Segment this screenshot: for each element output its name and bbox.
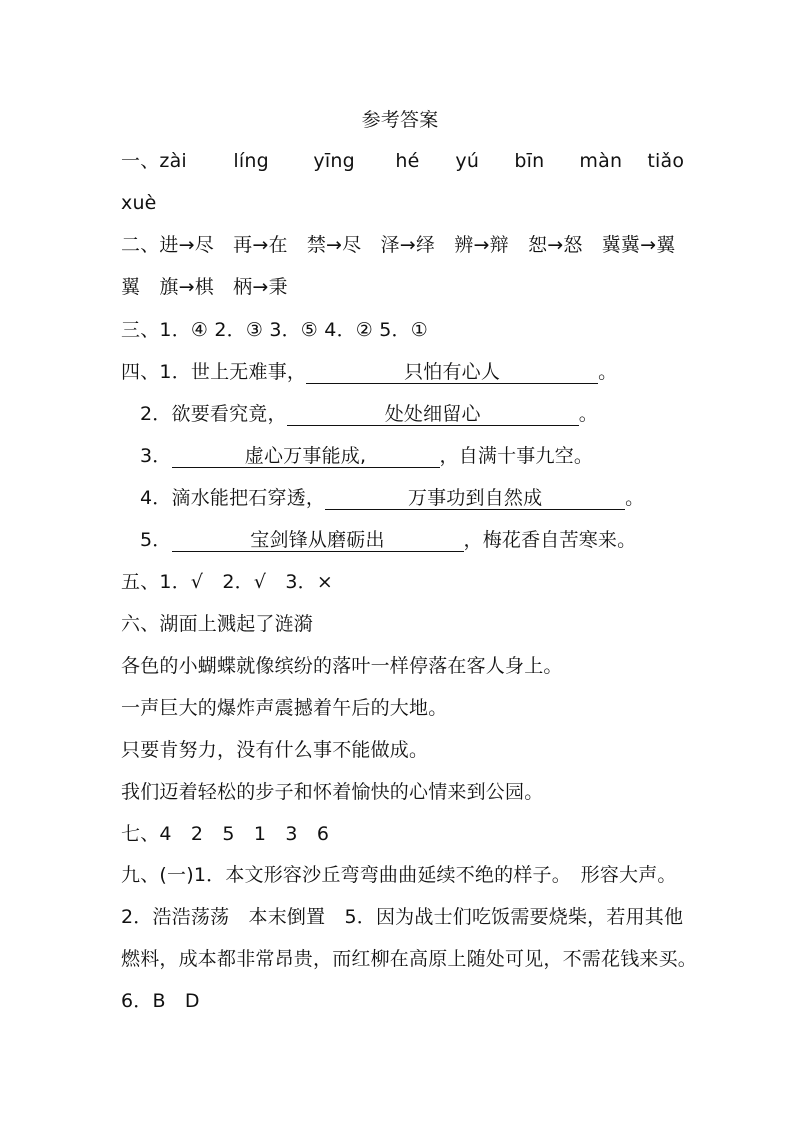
pinyin-item: tiǎo [647,150,685,172]
pinyin-item: líng [233,150,269,172]
section-6-line: 只要肯努力，没有什么事不能做成。 [121,739,429,761]
section-1-prefix: 一、 [121,150,160,172]
page-title: 参考答案 [361,109,439,131]
section-2-line-2: 翼 旗→棋 柄→秉 [121,276,288,298]
item-text: ，梅花香自苦寒来。 [463,529,637,551]
item-text: 4．滴水能把石穿透， [140,487,326,509]
section-9-line-1: 九、(一)1．本文形容沙丘弯弯曲曲延续不绝的样子。 形容大声。 [121,864,677,886]
section-6-line: 我们迈着轻松的步子和怀着愉快的心情来到公园。 [121,781,544,803]
section-4-item-2 [140,402,598,426]
item-text: 3． [140,445,172,467]
answer-blank: 万事功到自然成 [325,487,625,510]
answer-blank: 虚心万事能成, [172,445,440,468]
section-9-line-3: 燃料，成本都非常昂贵，而红柳在高原上随处可见，不需花钱来买。 [121,948,698,970]
item-text: 2．欲要看究竟， [140,403,287,425]
section-4-item-3 [140,444,593,468]
pinyin-item: màn [579,150,623,172]
section-6-line: 六、湖面上溅起了涟漪 [121,613,314,635]
section-2-line-1: 二、进→尽 再→在 禁→尽 泽→绎 辨→辩 恕→怒 冀冀→翼 [121,234,676,256]
item-text: 。 [598,361,618,383]
answer-blank: 宝剑锋从磨砺出 [172,529,464,552]
section-4-item-5 [140,528,636,552]
item-text: ，自满十事九空。 [439,445,594,467]
section-3: 三、1．④ 2．③ 3．⑤ 4．② 5．① [121,319,428,341]
item-text: 5． [140,529,172,551]
section-1-pinyin [121,149,684,173]
pinyin-item: yīng [313,150,355,172]
section-4-item-1 [121,360,617,384]
section-6-line: 各色的小蝴蝶就像缤纷的落叶一样停落在客人身上。 [121,655,563,677]
pinyin-item: bīn [514,150,545,172]
section-9-line-2: 2．浩浩荡荡 本末倒置 5．因为战士们吃饭需要烧柴，若用其他 [121,906,684,928]
pinyin-item: zài [159,150,187,172]
answer-blank: 处处细留心 [287,403,579,426]
item-text: 四、1．世上无难事， [121,361,307,383]
pinyin-item: yú [455,150,480,172]
section-1-pinyin-wrap: xuè [121,192,157,214]
section-9-line-4: 6．B D [121,990,200,1012]
item-text: 。 [625,487,645,509]
section-6-line: 一声巨大的爆炸声震撼着午后的大地。 [121,697,448,719]
pinyin-item: hé [395,150,420,172]
item-text: 。 [578,403,598,425]
answer-blank: 只怕有心人 [306,361,598,384]
section-4-item-4 [140,486,644,510]
section-7: 七、4 2 5 1 3 6 [121,823,330,845]
section-5: 五、1．√ 2．√ 3．× [121,571,333,593]
